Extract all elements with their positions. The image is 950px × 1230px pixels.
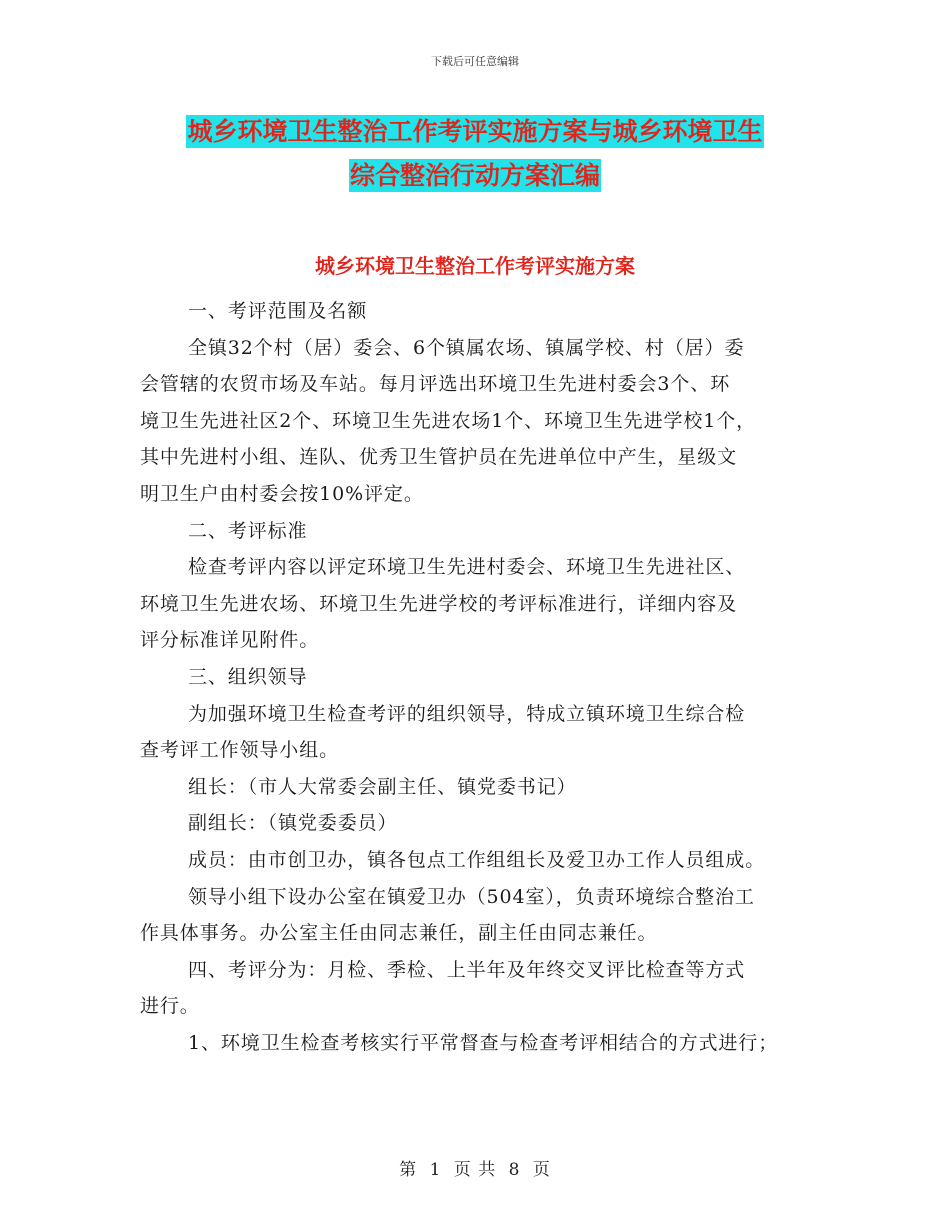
paragraph-line: 为加强环境卫生检查考评的组织领导，特成立镇环境卫生综合检 [188,702,746,725]
footer-page-number: 1 [429,1160,442,1180]
leader-line: 组长：（市人大常委会副主任、镇党委书记） [188,775,577,798]
paragraph-line: 作具体事务。办公室主任由同志兼任，副主任由同志兼任。 [140,922,658,945]
footer-suffix: 页 [532,1160,551,1180]
footer-total-pages: 8 [508,1160,521,1180]
paragraph-line: 查考评工作领导小组。 [140,739,340,762]
paragraph-line: 境卫生先进社区2个、环境卫生先进农场1个、环境卫生先进学校1个， [140,409,757,432]
paragraph-line: 评分标准详见附件。 [140,629,320,652]
document-title-line-1-text: 城乡环境卫生整治工作考评实施方案与城乡环境卫生 [187,117,763,146]
deputy-leader-line: 副组长：（镇党委委员） [188,812,398,835]
paragraph-line: 其中先进村小组、连队、优秀卫生管护员在先进单位中产生，星级文 [140,446,738,469]
document-title-line-1 [0,112,950,148]
list-item: 1、环境卫生检查考核实行平常督查与检查考评相结合的方式进行； [188,1031,779,1054]
document-title-line-2 [0,156,950,192]
heading-standards: 二、考评标准 [188,519,308,542]
paragraph-line: 明卫生户由村委会按10%评定。 [140,482,424,505]
paragraph-line: 领导小组下设办公室在镇爱卫办（504室），负责环境综合整治工 [188,885,755,908]
members-line: 成员：由市创卫办，镇各包点工作组组长及爱卫办工作人员组成。 [188,848,766,871]
heading-evaluation: 四、考评分为：月检、季检、上半年及年终交叉评比检查等方式 [188,958,746,981]
paragraph-line: 进行。 [140,995,200,1018]
heading-leadership: 三、组织领导 [188,665,308,688]
heading-scope: 一、考评范围及名额 [188,300,368,322]
footer-middle: 页 共 [453,1160,497,1180]
paragraph-line: 检查考评内容以评定环境卫生先进村委会、环境卫生先进社区、 [188,556,746,579]
footer-prefix: 第 [399,1160,418,1180]
paragraph-line: 环境卫生先进农场、环境卫生先进学校的考评标准进行，详细内容及 [140,592,738,615]
section-title: 城乡环境卫生整治工作考评实施方案 [315,254,635,278]
paragraph-line: 会管辖的农贸市场及车站。每月评选出环境卫生先进村委会3个、环 [140,373,731,396]
document-title-line-2-text: 综合整治行动方案汇编 [349,161,600,190]
paragraph-line: 全镇32个村（居）委会、6个镇属农场、镇属学校、村（居）委 [188,336,745,359]
body-text [140,293,830,1061]
page-header-note: 下载后可任意编辑 [431,55,519,68]
page-footer [0,1155,950,1180]
